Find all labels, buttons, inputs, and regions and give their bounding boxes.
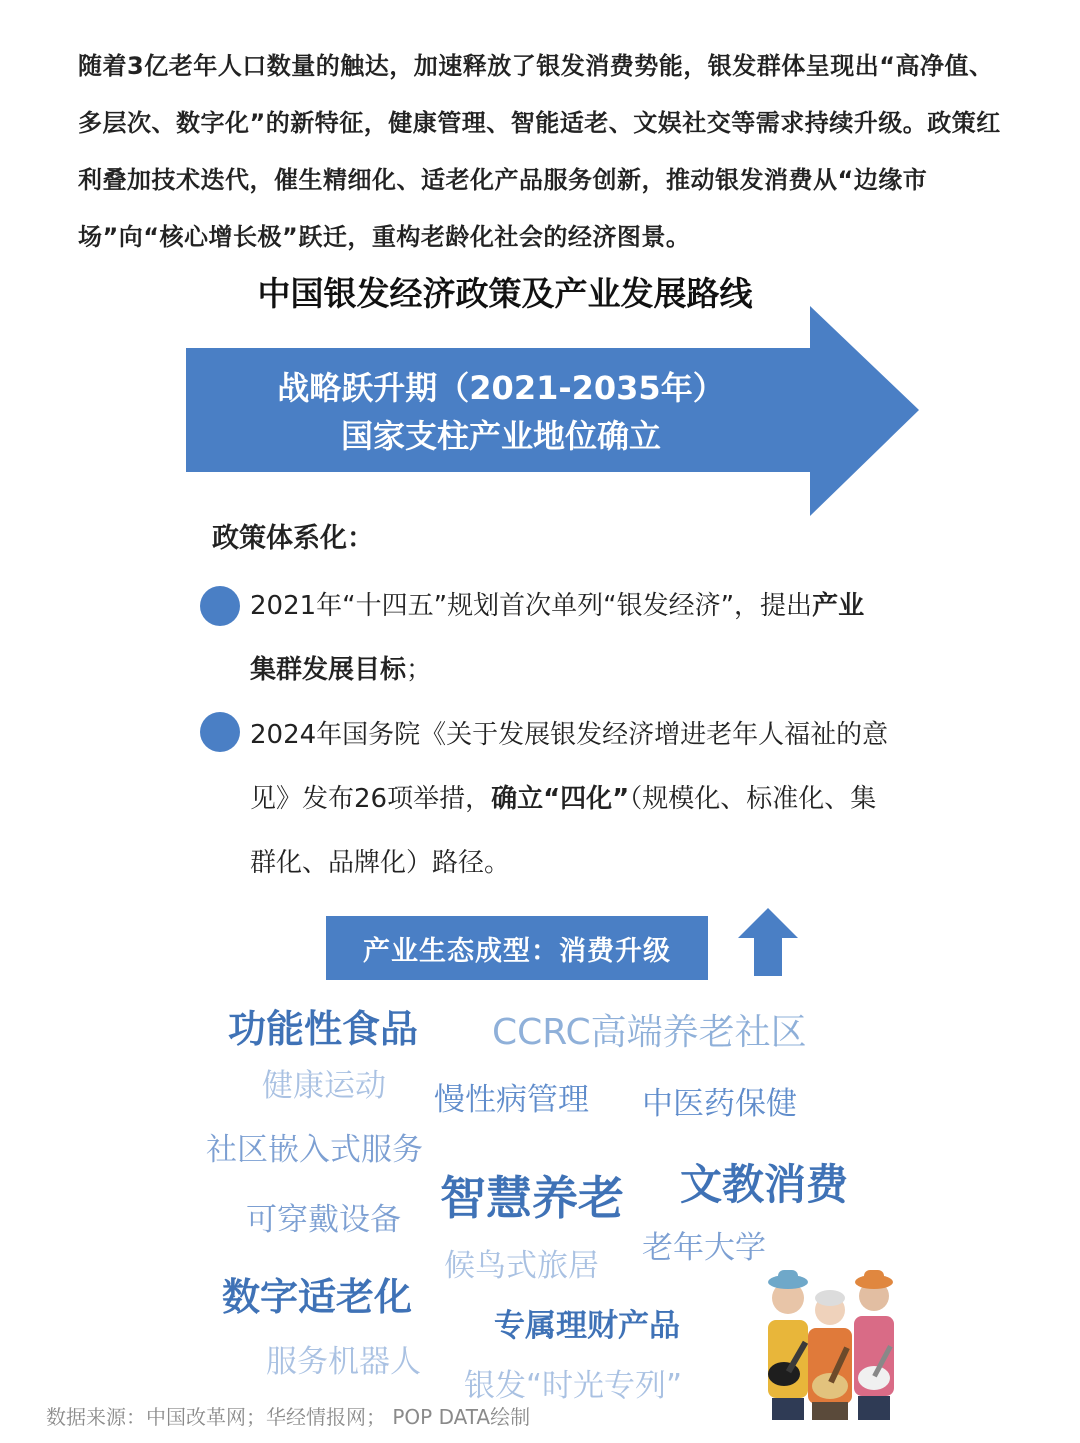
up-arrow-icon: [738, 908, 798, 976]
tag-culture-education: 文教消费: [680, 1160, 849, 1209]
strategy-arrow: [186, 306, 921, 518]
arrow-text: [186, 364, 816, 460]
tag-silver-train: 银发“时光专列”: [464, 1368, 683, 1404]
seniors-band-illustration: [764, 1262, 898, 1420]
tag-service-robot: 服务机器人: [266, 1344, 421, 1380]
policy-bullet-1: [250, 574, 890, 702]
tag-health-exercise: 健康运动: [262, 1068, 386, 1104]
data-source: 数据来源：中国改革网；华经情报网； POP DATA绘制: [46, 1405, 531, 1429]
bullet-2-text: 2024年国务院《关于发展银发经济增进老年人福祉的意见》发布26项举措，: [250, 720, 889, 814]
tag-migratory-living: 候鸟式旅居: [444, 1248, 599, 1284]
policy-heading: 政策体系化：: [212, 523, 374, 554]
tag-chronic-disease: 慢性病管理: [434, 1082, 589, 1118]
ecosystem-label: 产业生态成型：消费升级: [326, 916, 708, 980]
intro-paragraph: 随着3亿老年人口数量的触达，加速释放了银发消费势能，银发群体呈现出“高净值、多层次、数字化”的新特征，健康管理、智能适老、文娱社交等需求持续升级。政策红利叠加技术迭代，催生精细化、适老化产品服务创新，推动银发消费从“边缘市场”向“核心增长极”跃迁，重构老龄化社会的经济图景。: [78, 52, 1001, 251]
tag-digital-aging: 数字适老化: [222, 1275, 413, 1319]
bullet-2-end: （规模化、标准化、集群化、品牌化）路径。: [250, 784, 877, 878]
section-title: 中国银发经济政策及产业发展路线: [257, 274, 753, 313]
bullet-1-bold: 产业集群发展目标: [250, 591, 865, 685]
tag-community-service: 社区嵌入式服务: [206, 1132, 423, 1168]
bullet-dot-1: [200, 586, 240, 626]
arrow-line-1: 战略跃升期（2021-2035年）: [277, 369, 725, 407]
tag-ccrc: CCRC高端养老社区: [492, 1012, 807, 1053]
tag-smart-elderly-care: 智慧养老: [440, 1171, 624, 1225]
arrow-line-2: 国家支柱产业地位确立: [340, 417, 661, 455]
tag-wearables: 可穿戴设备: [246, 1202, 401, 1238]
bullet-2-bold: 确立“四化”: [491, 784, 630, 814]
bullet-dot-2: [200, 712, 240, 752]
tag-senior-university: 老年大学: [642, 1230, 766, 1266]
bullet-1-text: 2021年“十四五”规划首次单列“银发经济”，提出: [250, 591, 813, 621]
bullet-1-end: ；: [406, 655, 433, 685]
tag-functional-food: 功能性食品: [228, 1007, 419, 1051]
tag-tcm-health: 中医药保健: [642, 1086, 797, 1122]
policy-bullet-2: [250, 703, 890, 895]
tag-financial-products: 专属理财产品: [494, 1308, 680, 1344]
